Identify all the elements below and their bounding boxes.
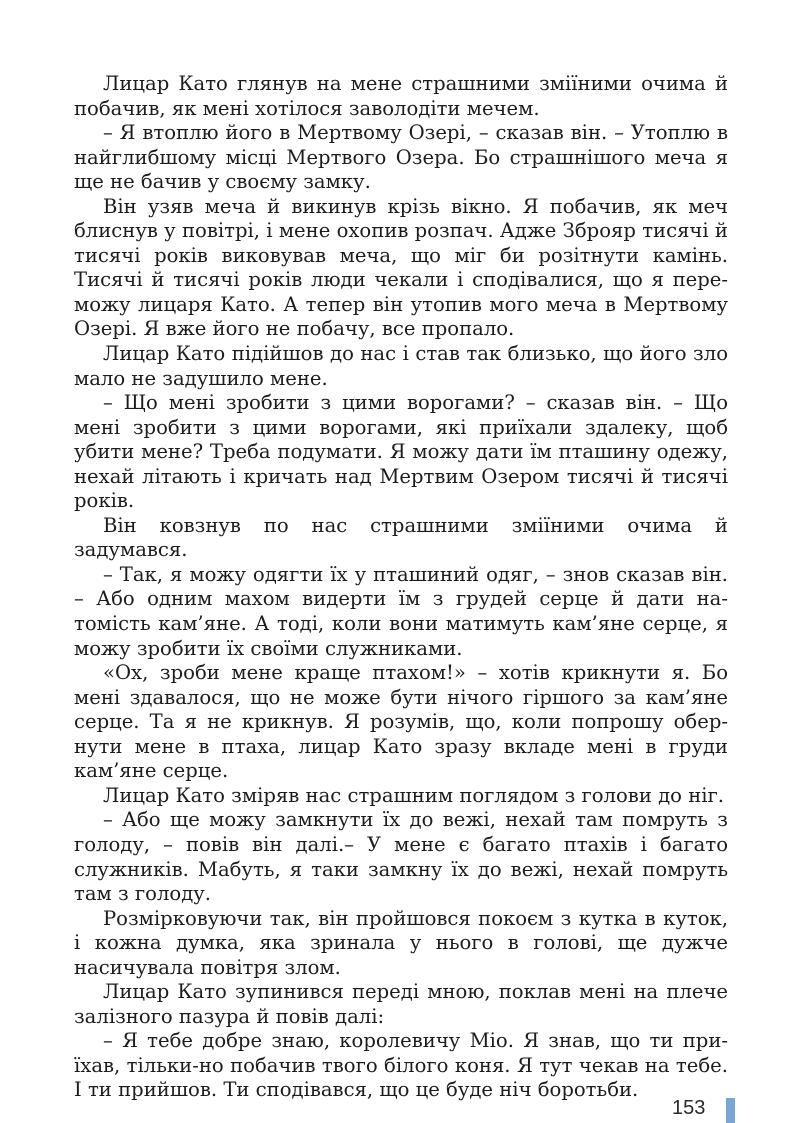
page-edge-marker <box>726 1098 735 1123</box>
page-number: 153 <box>672 1097 706 1119</box>
paragraph-13: – Я тебе добре знаю, королевичу Міо. Я знав, що ти приїхав, тільки-но побачив твого білого коня. Я тут чекав на тебе. І ти прийшов. Ти сподівався, що це буде ніч боротьби. <box>74 1029 728 1102</box>
paragraph-11: Розмірковуючи так, він пройшовся покоєм з кутка в куток, і кожна думка, яка зринала у нього в голові, ще дужче насичувала повітря злом. <box>74 906 728 979</box>
paragraph-10: – Або ще можу замкнути їх до вежі, нехай там помруть з голоду, – повів він далі.– У мене є багато птахів і багато служників. Мабуть, я таки замкну їх до вежі, нехай помруть там з голоду. <box>74 808 728 906</box>
paragraph-4: Лицар Като підійшов до нас і став так близько, що його зло мало не задушило мене. <box>74 342 728 390</box>
page-body-text <box>74 72 728 1103</box>
paragraph-1: Лицар Като глянув на мене страшними зміїними очима й побачив, як мені хотілося заволодіти мечем. <box>74 72 728 120</box>
paragraph-8: «Ох, зроби мене краще птахом!» – хотів крикнути я. Бо мені здавалося, що не може бути нічого гіршого за кам’яне серце. Та я не крикнув. Я розумів, що, коли попрошу обернути мене в птаха, лицар Като зразу вкладе мені в груди кам’яне серце. <box>74 661 728 783</box>
paragraph-9: Лицар Като зміряв нас страшним поглядом з голови до ніг. <box>103 783 725 807</box>
paragraph-12: Лицар Като зупинився переді мною, поклав мені на плече залізного пазура й повів далі: <box>74 980 728 1028</box>
paragraph-3: Він узяв меча й викинув крізь вікно. Я побачив, як меч блиснув у повітрі, і мене охопив розпач. Адже Зброяр тисячі й тисячі років виковував меча, що міг би розітнути камінь. Тисячі й тисячі років люди чекали і сподівалися, що я переможу лицаря Като. А тепер він утопив мого меча в Мертвому Озері. Я вже його не побачу, все пропало. <box>74 194 728 341</box>
paragraph-5: – Що мені зробити з цими ворогами? – сказав він. – Що мені зробити з цими ворогами, які приїхали здалеку, щоб убити мене? Треба подумати. Я можу дати їм пташину одежу, нехай літають і кричать над Мертвим Озером тисячі й тисячі років. <box>74 391 728 513</box>
paragraph-6: Він ковзнув по нас страшними зміїними очима й задумався. <box>74 513 728 562</box>
paragraph-7: – Так, я можу одягти їх у пташиний одяг, – знов сказав він. – Або одним махом видерти їм з грудей серце й дати натомість кам’яне. А тоді, коли вони матимуть кам’яне серце, я можу зробити їх своїми служниками. <box>74 562 728 660</box>
paragraph-2: – Я втоплю його в Мертвому Озері, – сказав він. – Утоплю в найглибшому місці Мертвого Озера. Бо страшнішого меча я ще не бачив у своєму замку. <box>74 121 728 194</box>
